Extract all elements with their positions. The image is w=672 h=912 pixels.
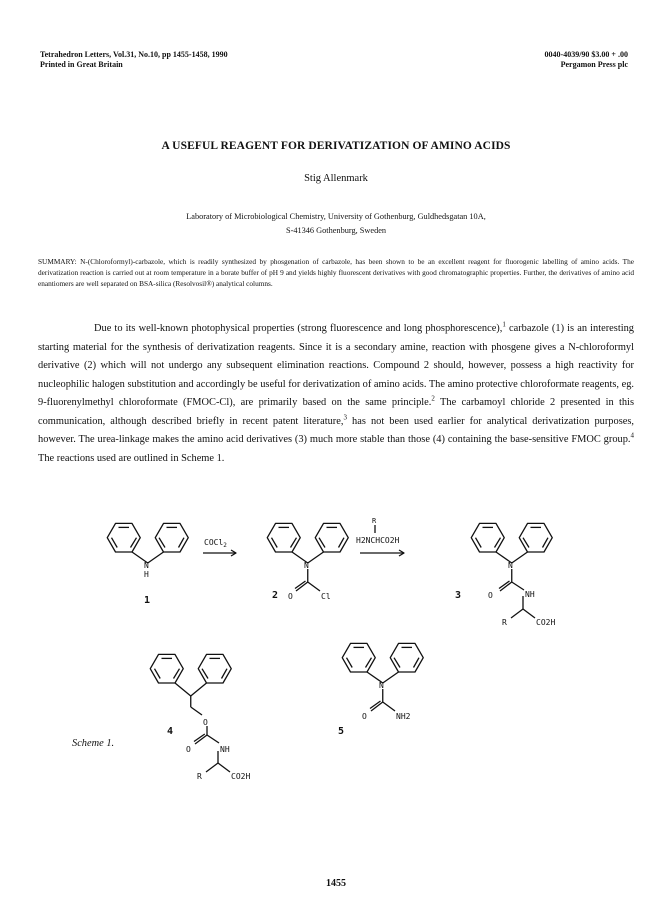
affiliation: [0, 210, 672, 238]
carbazole-1: [107, 523, 188, 563]
reagent-r: R: [372, 517, 377, 525]
carbazole-urea-5: [342, 643, 423, 711]
reaction-arrow-1: [203, 550, 236, 556]
summary: SUMMARY: N-(Chloroformyl)-carbazole, which is readily synthesized by phosgenation of carbazole, has been shown to be an excellent reagent for fluorogenic labelling of amino acids. The derivatization reaction is carried out at room temperature in a borate buffer of pH 9 and yields highly fluorescent derivatives with good chromatographic properties. Further, the derivatives of amino acid enantiomers are well separated on BSA-silica (Resolvosil®) analytical columns.: [38, 257, 634, 288]
publisher: Pergamon Press plc: [560, 60, 628, 69]
compound-label-5: 5: [338, 726, 345, 737]
h-atom-1: H: [144, 570, 149, 579]
o-atom-2: O: [288, 592, 293, 601]
affiliation-line-2: S-41346 Gothenburg, Sweden: [285, 226, 387, 235]
scheme-caption: Scheme 1.: [72, 738, 115, 749]
o-atom-5: O: [362, 712, 367, 721]
p1-c: The carbamoyl chloride 2 presented in this communication, although described briefly in recent patent literature,: [38, 397, 634, 427]
ref-2: 2: [431, 394, 435, 403]
journal-citation: Tetrahedron Letters, Vol.31, No.10, pp 1455-1458, 1990: [40, 50, 228, 59]
carbazole-2: [267, 523, 348, 591]
author: Stig Allenmark: [304, 173, 368, 184]
paragraph-1: [38, 320, 634, 468]
n-atom-3: N: [508, 561, 513, 570]
nh-atom-3: NH: [525, 590, 535, 599]
affiliation-line-1: Laboratory of Microbiological Chemistry, University of Gothenburg, Guldhedsgatan 10A,: [186, 212, 486, 221]
p1-a: Due to its well-known photophysical properties (strong fluorescence and long phosphorescence),: [94, 323, 503, 334]
p1-d: has not been used earlier for analytical derivatization purposes, however. The urea-linkage makes the amino acid derivatives (3) much more stable than those (4) containing the base-sensitive FMOC group.: [38, 415, 634, 445]
compound-label-3: 3: [455, 590, 462, 601]
co2h-atom-3: CO2H: [536, 618, 556, 627]
r-atom-4: R: [197, 772, 202, 781]
compound-label-1: 1: [144, 595, 151, 606]
journal-header: [40, 50, 228, 70]
fmoc-derivative-4: [150, 654, 231, 772]
o-atom-3: O: [488, 591, 493, 600]
o-atom-4b: O: [186, 745, 191, 754]
r-atom-3: R: [502, 618, 507, 627]
p1-e: The reactions used are outlined in Scheme 1.: [38, 452, 225, 464]
o-atom-4a: O: [203, 718, 208, 727]
reaction-arrow-2: [360, 550, 404, 556]
n-atom-1: N: [144, 561, 149, 570]
reaction-scheme: [0, 505, 672, 825]
publisher-header: [545, 50, 628, 70]
page-number: 1455: [326, 878, 346, 889]
n-atom-2: N: [304, 561, 309, 570]
compound-label-4: 4: [167, 726, 174, 737]
carbazole-3: [471, 523, 552, 618]
cl-atom-2: Cl: [321, 592, 331, 601]
ref-1: 1: [502, 320, 506, 329]
printed-in: Printed in Great Britain: [40, 60, 123, 69]
reagent-phosgene: COCl$_2$: [204, 538, 227, 549]
p1-b: carbazole (1) is an interesting starting material for the synthesis of derivatization reagents. Since it is a secondary amine, reaction with phosgene gives a N-chloroformyl derivative (2) which will not undergo any subsequent elimination reactions. Compound 2 should, however, possess a high reactivity for nucleophilic halogen substitution and accordingly be useful for derivatization of amino acids. The amino protective chloroformate reagents, eg. 9-fluorenylmethyl chloroformate (FMOC-Cl), are primarily based on the same principle.: [38, 323, 635, 408]
nh2-atom-5: NH2: [396, 712, 411, 721]
paper-title: A USEFUL REAGENT FOR DERIVATIZATION OF AMINO ACIDS: [161, 140, 511, 152]
nh-atom-4: NH: [220, 745, 230, 754]
body-text: [38, 320, 634, 468]
ref-4: 4: [630, 431, 634, 440]
ref-3: 3: [343, 413, 347, 422]
reagent-amino-acid: H2NCHCO2H: [356, 536, 400, 545]
n-atom-5: N: [379, 681, 384, 690]
issn-price: 0040-4039/90 $3.00 + .00: [544, 50, 628, 59]
co2h-atom-4: CO2H: [231, 772, 251, 781]
compound-label-2: 2: [272, 590, 279, 601]
scheme-drawing: [0, 505, 672, 825]
